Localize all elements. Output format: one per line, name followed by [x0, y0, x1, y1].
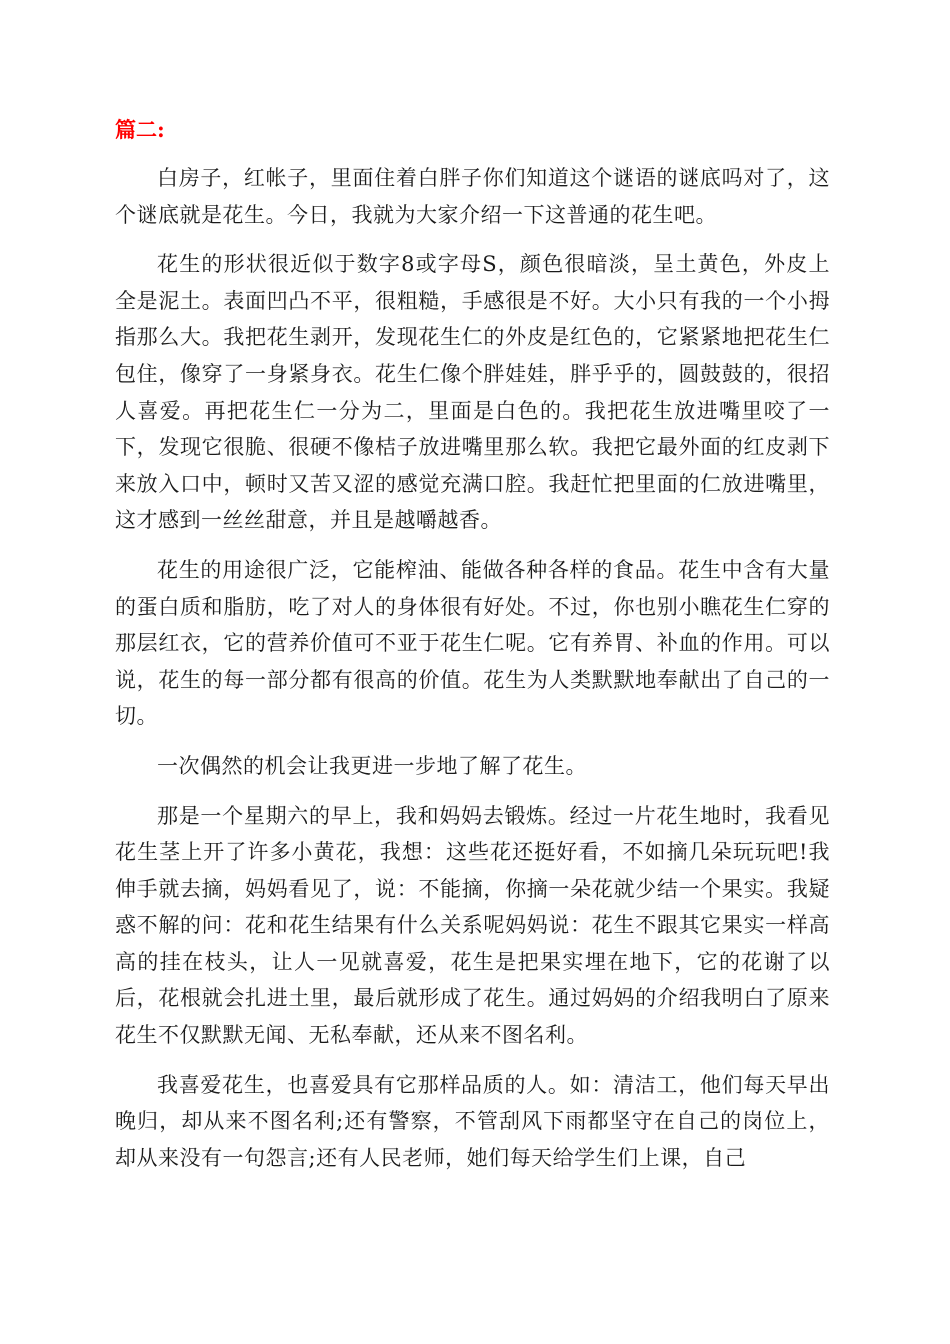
paragraph-5: 那是一个星期六的早上，我和妈妈去锻炼。经过一片花生地时，我看见花生茎上开了许多小黄花，我想：这些花还挺好看，不如摘几朵玩玩吧!我伸手就去摘，妈妈看见了，说：不能摘，你摘一朵花就少结一个果实。我疑惑不解的问：花和花生结果有什么关系呢妈妈说：花生不跟其它果实一样高高的挂在枝头，让人一见就喜爱，花生是把果实埋在地下，它的花谢了以后，花根就会扎进土里，最后就形成了花生。通过妈妈的介绍我明白了原来花生不仅默默无闻、无私奉献，还从来不图名利。 [115, 803, 830, 1048]
paragraph-6: 我喜爱花生，也喜爱具有它那样品质的人。如：清洁工，他们每天早出晚归，却从来不图名利;还有警察，不管刮风下雨都坚守在自己的岗位上，却从来没有一句怨言;还有人民老师，她们每天给学生们上课，自己 [115, 1072, 830, 1170]
paragraph-3: 花生的用途很广泛，它能榨油、能做各种各样的食品。花生中含有大量的蛋白质和脂肪，吃了对人的身体很有好处。不过，你也别小瞧花生仁穿的那层红衣，它的营养价值可不亚于花生仁呢。它有养胃、补血的作用。可以说，花生的每一部分都有很高的价值。花生为人类默默地奉献出了自己的一切。 [115, 557, 830, 729]
paragraph-2: 花生的形状很近似于数字8或字母S，颜色很暗淡，呈土黄色，外皮上全是泥土。表面凹凸不平，很粗糙，手感很是不好。大小只有我的一个小拇指那么大。我把花生剥开，发现花生仁的外皮是红色的，它紧紧地把花生仁包住，像穿了一身紧身衣。花生仁像个胖娃娃，胖乎乎的，圆鼓鼓的，很招人喜爱。再把花生仁一分为二，里面是白色的。我把花生放进嘴里咬了一下，发现它很脆、很硬不像桔子放进嘴里那么软。我把它最外面的红皮剥下来放入口中，顿时又苦又涩的感觉充满口腔。我赶忙把里面的仁放进嘴里，这才感到一丝丝甜意，并且是越嚼越香。 [115, 252, 830, 533]
paragraph-1: 白房子，红帐子，里面住着白胖子你们知道这个谜语的谜底吗对了，这个谜底就是花生。今日，我就为大家介绍一下这普通的花生吧。 [115, 166, 830, 227]
paragraph-4: 一次偶然的机会让我更进一步地了解了花生。 [157, 753, 587, 778]
article-body [115, 160, 830, 1189]
section-heading: 篇二: [115, 117, 165, 142]
